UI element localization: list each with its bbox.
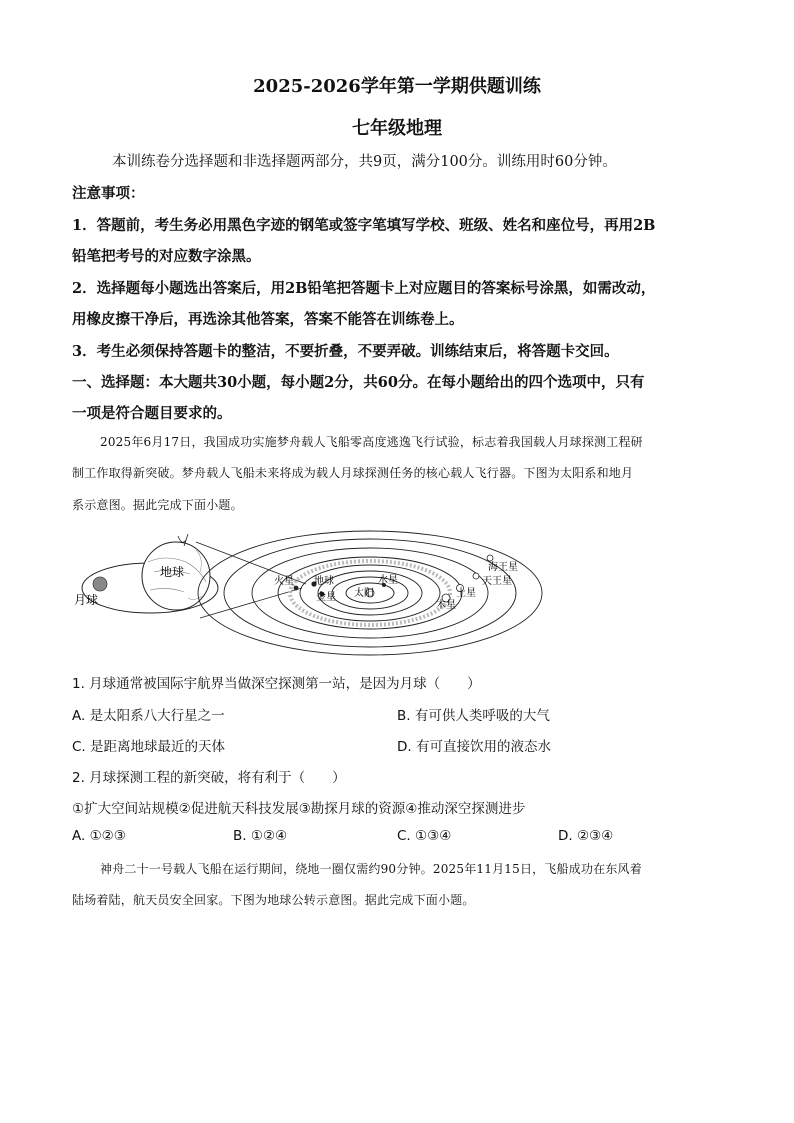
- label-moon: 月球: [74, 593, 99, 607]
- solar-system-diagram: [70, 528, 550, 660]
- q1-option-a[interactable]: A. 是太阳系八大行星之一: [72, 708, 225, 724]
- label-mars: 火星: [274, 576, 294, 587]
- q2-stem: 2. 月球探测工程的新突破，将有利于（ ）: [72, 770, 346, 786]
- notice-item-1: 1．答题前，考生务必用黑色字迹的钢笔或签字笔填写学校、班级、姓名和座位号，再用2B: [72, 217, 656, 234]
- label-saturn: 土星: [456, 588, 476, 599]
- q1-option-c[interactable]: C. 是距离地球最近的天体: [72, 739, 226, 755]
- notice-item-1-cont: 铅笔把考号的对应数字涂黑。: [72, 248, 261, 265]
- q2-option-d[interactable]: D. ②③④: [558, 828, 614, 844]
- mars-dot: [294, 586, 299, 591]
- notice-item-2: 2．选择题每小题选出答案后，用2B铅笔把答题卡上对应题目的答案标号涂黑，如需改动，: [72, 280, 656, 297]
- label-mercury: 水星: [378, 575, 398, 586]
- q1-stem: 1. 月球通常被国际宇航界当做深空探测第一站，是因为月球（ ）: [72, 676, 481, 692]
- label-earth-big: 地球: [160, 565, 185, 579]
- passage-1-line-2: 制工作取得新突破。梦舟载人飞船未来将成为载人月球探测任务的核心载人飞行器。下图为太阳系和地月: [72, 466, 634, 480]
- label-sun: 太阳: [354, 588, 374, 599]
- passage-2-line-1: 神舟二十一号载人飞船在运行期间，绕地一圈仅需约90分钟。2025年11月15日，飞船成功在东风着: [100, 862, 642, 876]
- q2-option-b[interactable]: B. ①②④: [233, 828, 288, 844]
- moon-icon: [93, 577, 107, 591]
- section-heading-cont: 一项是符合题目要求的。: [72, 405, 232, 422]
- passage-1-line-1: 2025年6月17日，我国成功实施梦舟载人飞船零高度逃逸飞行试验，标志着我国载人月球探测工程研: [100, 435, 643, 449]
- label-venus: 金星: [316, 592, 336, 603]
- q2-option-c[interactable]: C. ①③④: [397, 828, 452, 844]
- label-jupiter: 木星: [436, 600, 456, 611]
- q1-option-b[interactable]: B. 有可供人类呼吸的大气: [397, 708, 550, 724]
- passage-2-line-2: 陆场着陆，航天员安全回家。下图为地球公转示意图。据此完成下面小题。: [72, 893, 475, 907]
- notice-item-3: 3．考生必须保持答题卡的整洁，不要折叠，不要弄破。训练结束后，将答题卡交回。: [72, 343, 619, 360]
- passage-1-line-3: 系示意图。据此完成下面小题。: [72, 498, 243, 512]
- q1-option-d[interactable]: D. 有可直接饮用的液态水: [397, 739, 551, 755]
- label-earth: 地球: [314, 576, 334, 587]
- neptune-dot: [487, 555, 493, 561]
- page-subtitle: 七年级地理: [352, 118, 442, 139]
- page-title: 2025-2026学年第一学期供题训练: [253, 76, 541, 97]
- label-neptune: 海王星: [488, 562, 518, 573]
- uranus-dot: [473, 573, 479, 579]
- q2-option-a[interactable]: A. ①②③: [72, 828, 126, 844]
- q2-items: ①扩大空间站规模②促进航天科技发展③勘探月球的资源④推动深空探测进步: [72, 801, 526, 817]
- notice-heading: 注意事项：: [72, 185, 145, 202]
- label-uranus: 天王星: [482, 576, 512, 587]
- notice-item-2-cont: 用橡皮擦干净后，再选涂其他答案，答案不能答在训练卷上。: [72, 311, 464, 328]
- section-heading: 一、选择题：本大题共30小题，每小题2分，共60分。在每小题给出的四个选项中，只有: [72, 374, 645, 391]
- intro-text: 本训练卷分选择题和非选择题两部分，共9页，满分100分。训练用时60分钟。: [112, 154, 617, 170]
